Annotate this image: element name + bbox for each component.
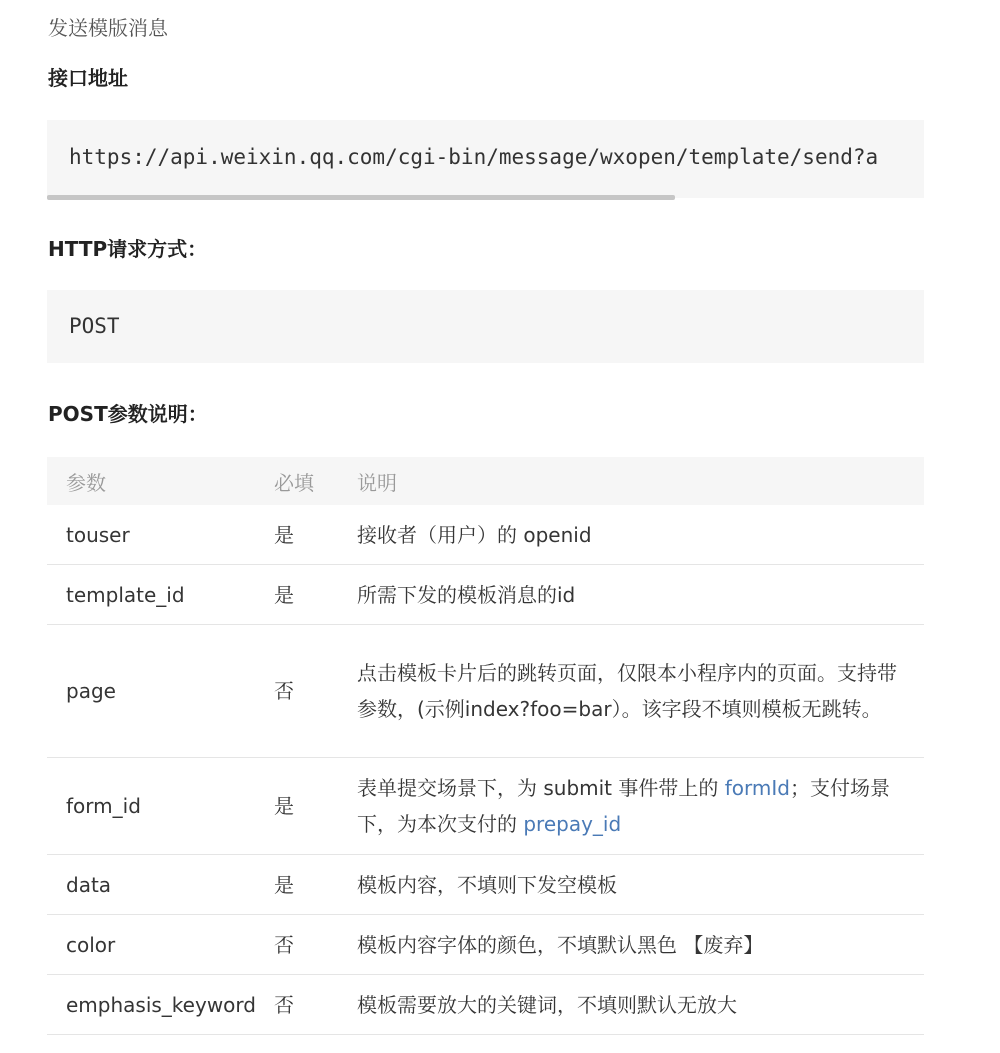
table-header-row xyxy=(47,457,924,505)
page-title: 发送模版消息 xyxy=(48,16,168,40)
param-required: 是 xyxy=(274,758,357,855)
param-required: 否 xyxy=(274,625,357,758)
param-name: page xyxy=(47,625,274,758)
table-row xyxy=(47,625,924,758)
param-description xyxy=(357,758,924,855)
param-required: 是 xyxy=(274,565,357,625)
post-params-heading: POST参数说明： xyxy=(48,402,208,426)
param-description: 模板内容字体的颜色，不填默认黑色 【废弃】 xyxy=(357,915,924,975)
table-row xyxy=(47,855,924,915)
param-required: 是 xyxy=(274,855,357,915)
param-name: touser xyxy=(47,505,274,565)
param-name: color xyxy=(47,915,274,975)
param-description: 接收者（用户）的 openid xyxy=(357,505,924,565)
param-required: 是 xyxy=(274,505,357,565)
column-header-param: 参数 xyxy=(47,457,274,505)
column-header-description: 说明 xyxy=(357,457,924,505)
param-description: 所需下发的模板消息的id xyxy=(357,565,924,625)
prepay-id-link[interactable]: prepay_id xyxy=(523,812,622,836)
api-address-heading: 接口地址 xyxy=(48,66,128,90)
params-table xyxy=(47,457,924,1035)
http-method-code-block xyxy=(47,290,924,363)
table-row xyxy=(47,915,924,975)
param-description: 模板内容，不填则下发空模板 xyxy=(357,855,924,915)
table-row xyxy=(47,975,924,1035)
param-name: data xyxy=(47,855,274,915)
description-text: ；支付场景下，为本次支付的 xyxy=(357,776,890,836)
param-description: 模板需要放大的关键词，不填则默认无放大 xyxy=(357,975,924,1035)
param-name: emphasis_keyword xyxy=(47,975,274,1035)
api-url-text: https://api.weixin.qq.com/cgi-bin/message/wxopen/template/send?a xyxy=(69,145,879,169)
param-required: 否 xyxy=(274,915,357,975)
param-name: form_id xyxy=(47,758,274,855)
http-method-text: POST xyxy=(69,314,120,338)
param-name: template_id xyxy=(47,565,274,625)
table-row xyxy=(47,758,924,855)
table-row xyxy=(47,505,924,565)
code-horizontal-scrollbar[interactable] xyxy=(47,195,675,200)
param-description: 点击模板卡片后的跳转页面，仅限本小程序内的页面。支持带参数，(示例index?foo=bar）。该字段不填则模板无跳转。 xyxy=(357,625,924,758)
api-url-code-block[interactable] xyxy=(47,120,924,198)
formid-link[interactable]: formId xyxy=(724,776,790,800)
table-row xyxy=(47,565,924,625)
column-header-required: 必填 xyxy=(274,457,357,505)
http-method-heading: HTTP请求方式： xyxy=(48,237,208,261)
param-required: 否 xyxy=(274,975,357,1035)
description-text: 表单提交场景下，为 submit 事件带上的 xyxy=(357,776,725,800)
